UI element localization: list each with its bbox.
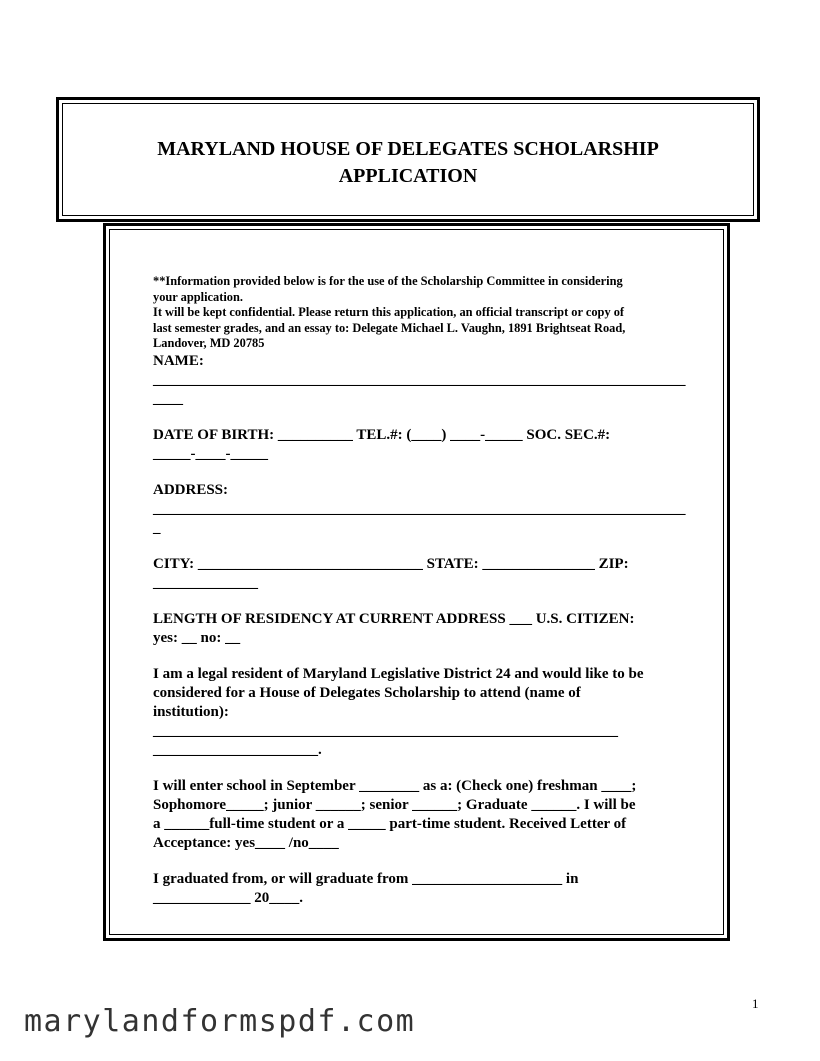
name-field[interactable]: _______________________________________________________________________ ____ bbox=[153, 371, 686, 407]
residency-citizen-field[interactable]: LENGTH OF RESIDENCY AT CURRENT ADDRESS ___ U.S. CITIZEN: yes: __ no: __ bbox=[153, 610, 635, 646]
page-number: 1 bbox=[752, 996, 759, 1011]
school-enrollment-field[interactable]: I will enter school in September ________ as a: (Check one) freshman ____; Sophomore_____; junior ______; senior ______; Graduate ______. I will be a ______full-time student or a _____ part-time student. Received Letter of Acceptance: yes____ /no____ bbox=[153, 777, 637, 851]
graduation-field[interactable]: I graduated from, or will graduate from ____________________ in _____________ 20____. bbox=[153, 870, 579, 906]
form-box-inner bbox=[109, 229, 724, 935]
title-box-inner bbox=[62, 103, 754, 216]
page-title bbox=[157, 136, 659, 190]
form-box bbox=[103, 223, 730, 941]
form-content bbox=[153, 274, 693, 908]
address-label: ADDRESS: bbox=[153, 481, 229, 498]
instruction-line-2: your application. bbox=[153, 289, 243, 304]
dob-tel-ssn-field[interactable]: DATE OF BIRTH: __________ TEL.#: (____) ____-_____ SOC. SEC.#: _____-____-_____ bbox=[153, 426, 611, 462]
title-box bbox=[56, 97, 760, 222]
instruction-line-1: **Information provided below is for the use of the Scholarship Committee in considering bbox=[153, 274, 623, 288]
instruction-line-3: It will be kept confidential. Please return this application, an official transcript or copy of bbox=[153, 305, 625, 319]
city-state-zip-field[interactable]: CITY: ______________________________ STATE: _______________ ZIP: ______________ bbox=[153, 555, 629, 591]
address-field[interactable]: _______________________________________________________________________ _ bbox=[153, 500, 686, 536]
name-label: NAME: bbox=[153, 352, 204, 369]
title-line-2: APPLICATION bbox=[338, 164, 478, 187]
watermark: marylandformspdf.com bbox=[24, 1004, 416, 1039]
title-line-1: MARYLAND HOUSE OF DELEGATES SCHOLARSHIP bbox=[157, 137, 659, 160]
instruction-line-4: last semester grades, and an essay to: Delegate Michael L. Vaughn, 1891 Brightseat Road, bbox=[153, 320, 626, 335]
instruction-line-5: Landover, MD 20785 bbox=[153, 336, 265, 350]
resident-statement[interactable]: I am a legal resident of Maryland Legislative District 24 and would like to be considered for a House of Delegates Scholarship to attend (name of institution): ______________________________________________________________ ______________________. bbox=[153, 665, 644, 758]
